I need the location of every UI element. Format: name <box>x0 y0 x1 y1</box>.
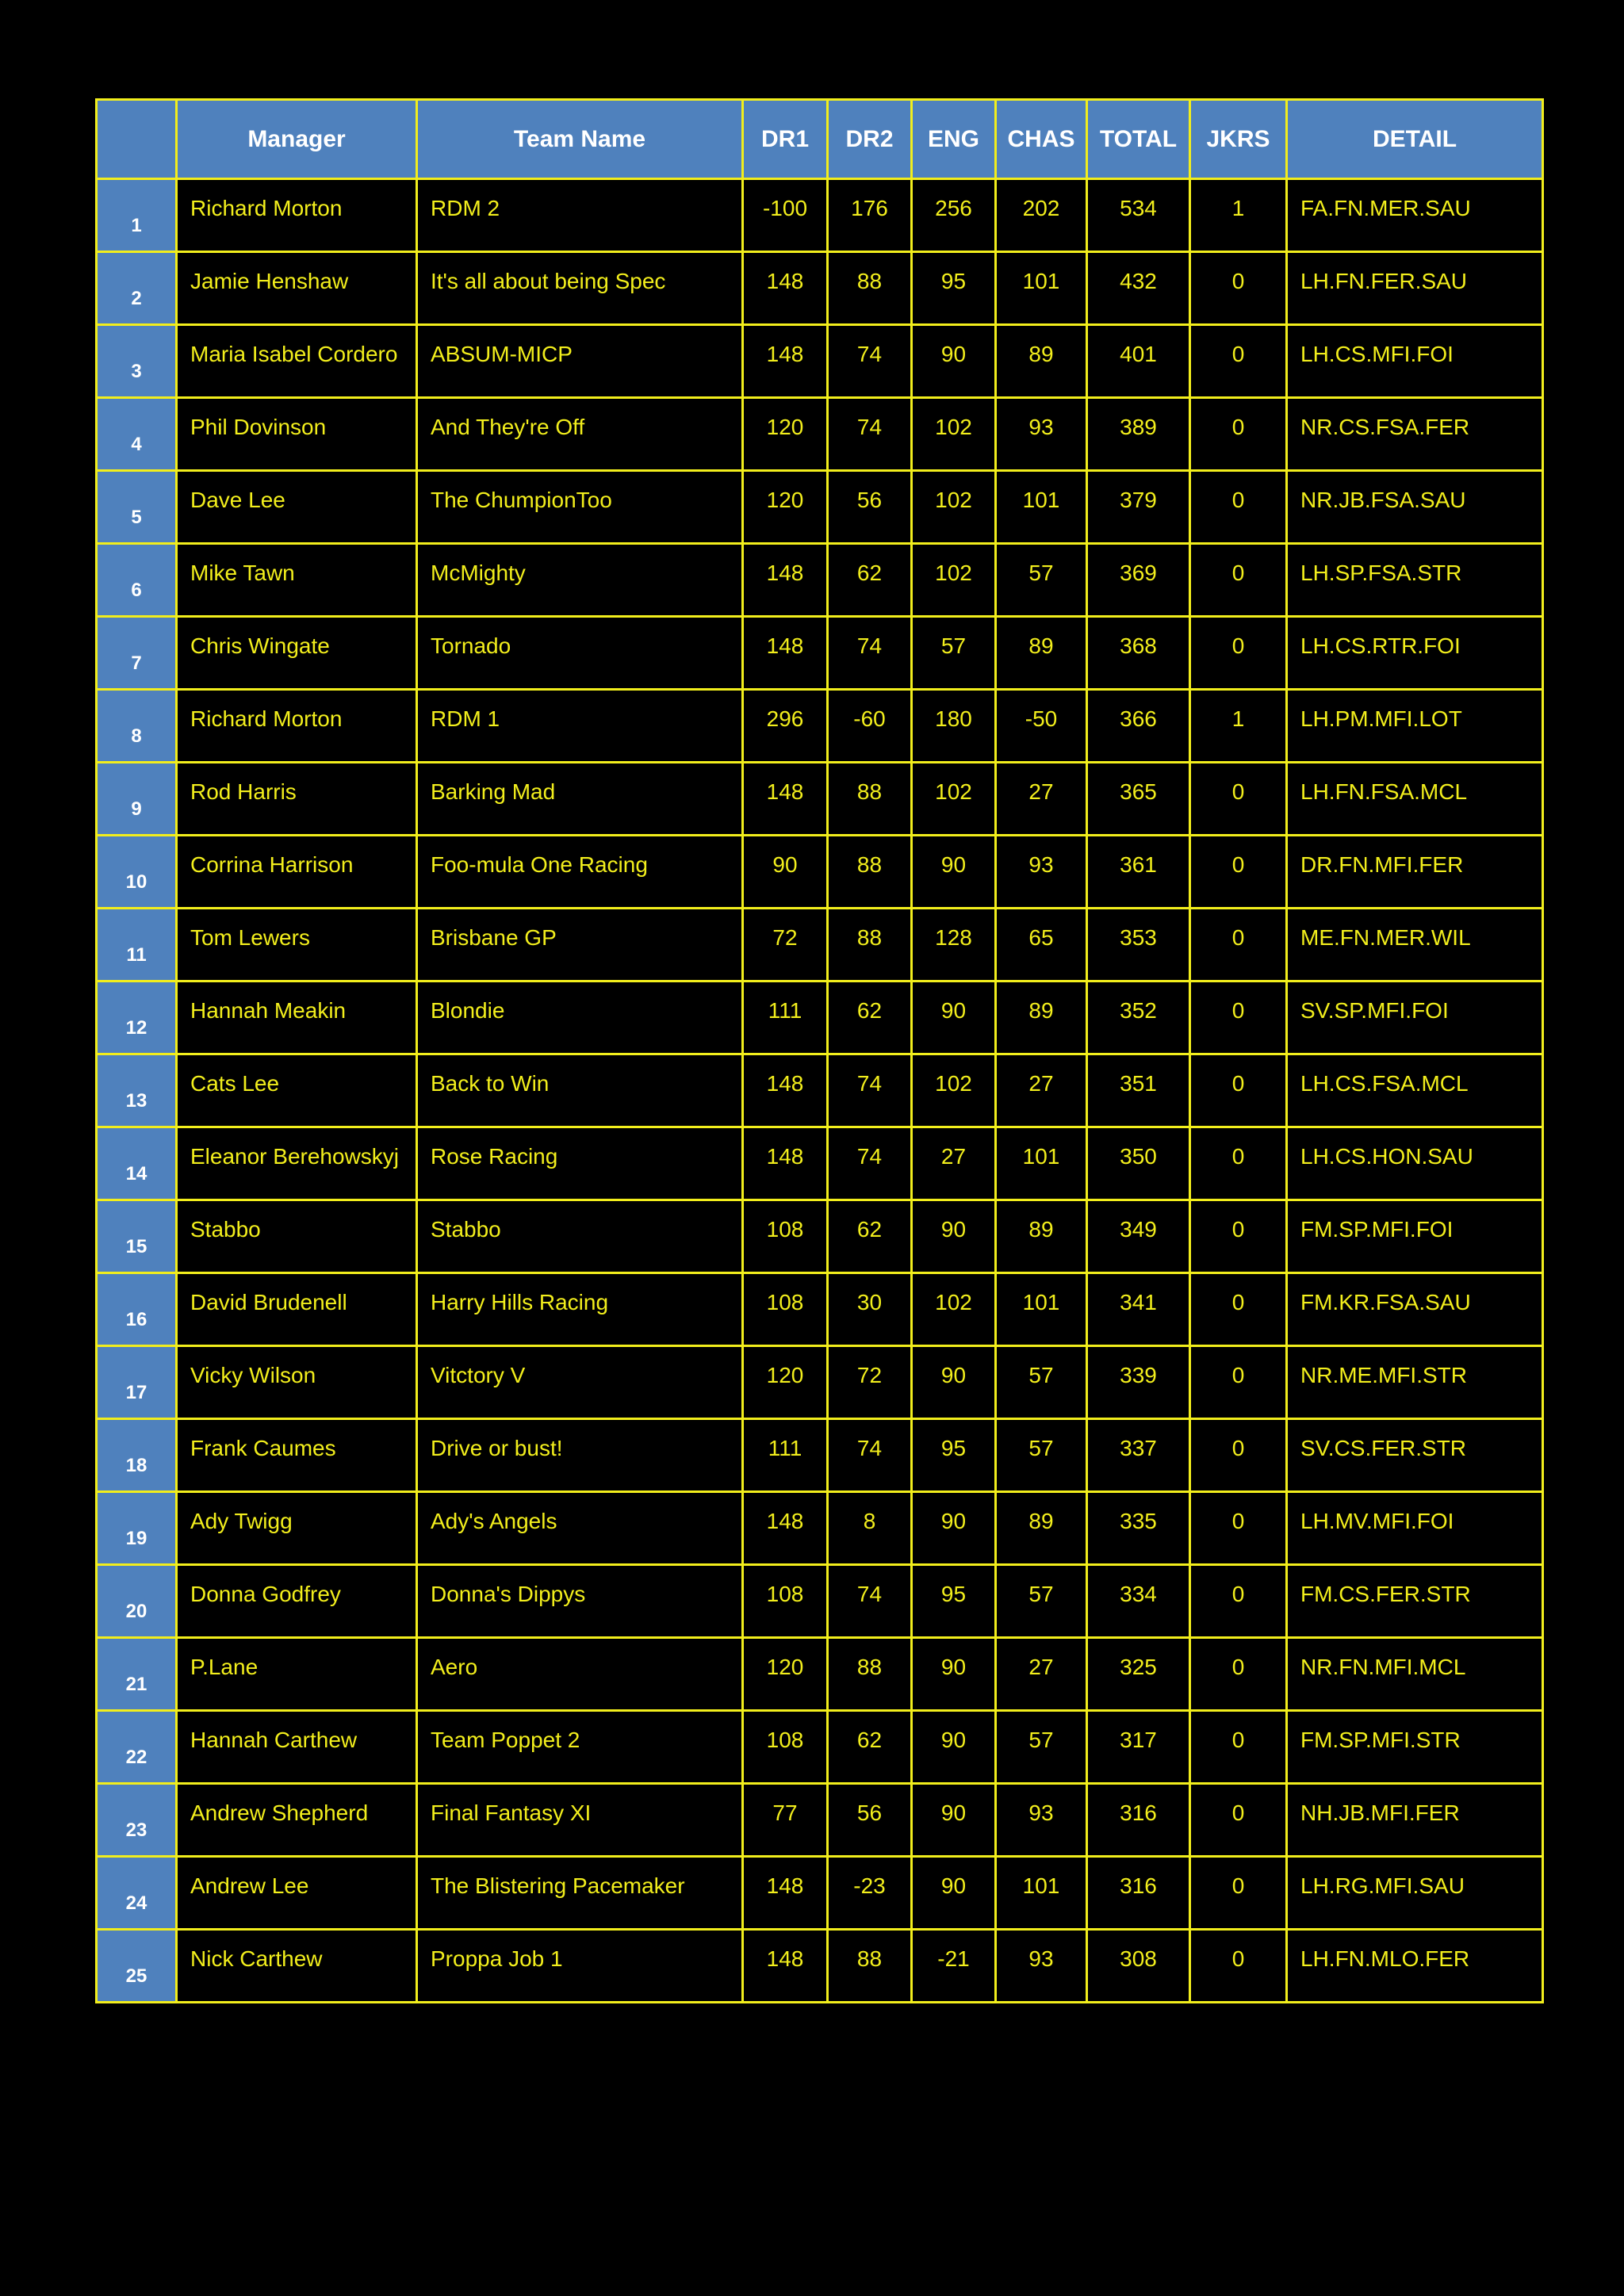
rank-cell: 4 <box>97 398 177 471</box>
dr1-cell: 72 <box>743 909 828 982</box>
eng-cell: 90 <box>912 1857 996 1930</box>
chas-cell: 101 <box>996 1273 1087 1346</box>
detail-cell: DR.FN.MFI.FER <box>1287 836 1543 909</box>
chas-cell: 93 <box>996 1784 1087 1857</box>
eng-cell: 95 <box>912 1419 996 1492</box>
manager-cell: Hannah Carthew <box>177 1711 417 1784</box>
team-name-cell: ABSUM-MICP <box>417 325 743 398</box>
manager-cell: Nick Carthew <box>177 1930 417 2003</box>
chas-cell: 101 <box>996 1857 1087 1930</box>
dr1-cell: 148 <box>743 1492 828 1565</box>
rank-cell: 10 <box>97 836 177 909</box>
manager-cell: Andrew Shepherd <box>177 1784 417 1857</box>
jkrs-cell: 0 <box>1190 325 1287 398</box>
team-name-cell: Drive or bust! <box>417 1419 743 1492</box>
eng-cell: 90 <box>912 836 996 909</box>
manager-cell: Ady Twigg <box>177 1492 417 1565</box>
rank-cell: 21 <box>97 1638 177 1711</box>
manager-cell: Dave Lee <box>177 471 417 544</box>
dr2-cell: 62 <box>828 1711 912 1784</box>
team-name-cell: Rose Racing <box>417 1127 743 1200</box>
rank-cell: 18 <box>97 1419 177 1492</box>
dr1-cell: 90 <box>743 836 828 909</box>
header-row <box>97 100 1543 179</box>
dr1-cell: 111 <box>743 982 828 1054</box>
table-row <box>97 179 1543 252</box>
chas-cell: 101 <box>996 252 1087 325</box>
table-row <box>97 1492 1543 1565</box>
total-cell: 325 <box>1087 1638 1190 1711</box>
dr1-cell: 120 <box>743 1638 828 1711</box>
dr1-cell: 108 <box>743 1711 828 1784</box>
jkrs-cell: 0 <box>1190 1054 1287 1127</box>
team-name-cell: Brisbane GP <box>417 909 743 982</box>
manager-cell: Donna Godfrey <box>177 1565 417 1638</box>
dr1-cell: 77 <box>743 1784 828 1857</box>
total-cell: 401 <box>1087 325 1190 398</box>
rank-cell: 24 <box>97 1857 177 1930</box>
jkrs-cell: 0 <box>1190 1127 1287 1200</box>
dr1-cell: 108 <box>743 1273 828 1346</box>
jkrs-cell: 0 <box>1190 909 1287 982</box>
rank-cell: 5 <box>97 471 177 544</box>
total-cell: 368 <box>1087 617 1190 690</box>
eng-cell: 95 <box>912 252 996 325</box>
detail-cell: NH.JB.MFI.FER <box>1287 1784 1543 1857</box>
team-name-cell: Foo-mula One Racing <box>417 836 743 909</box>
total-cell: 341 <box>1087 1273 1190 1346</box>
jkrs-cell: 0 <box>1190 1930 1287 2003</box>
team-name-cell: Vitctory V <box>417 1346 743 1419</box>
total-cell: 337 <box>1087 1419 1190 1492</box>
jkrs-cell: 1 <box>1190 690 1287 763</box>
dr2-cell: 176 <box>828 179 912 252</box>
chas-cell: 57 <box>996 1565 1087 1638</box>
team-name-cell: Back to Win <box>417 1054 743 1127</box>
total-cell: 317 <box>1087 1711 1190 1784</box>
chas-cell: 93 <box>996 836 1087 909</box>
manager-cell: Tom Lewers <box>177 909 417 982</box>
team-name-cell: RDM 2 <box>417 179 743 252</box>
eng-cell: 27 <box>912 1127 996 1200</box>
detail-cell: LH.RG.MFI.SAU <box>1287 1857 1543 1930</box>
jkrs-cell: 0 <box>1190 982 1287 1054</box>
table-row <box>97 1127 1543 1200</box>
dr1-cell: 120 <box>743 471 828 544</box>
standings-table <box>95 98 1544 2003</box>
dr2-cell: 74 <box>828 1127 912 1200</box>
eng-cell: 102 <box>912 1054 996 1127</box>
jkrs-cell: 0 <box>1190 471 1287 544</box>
manager-cell: David Brudenell <box>177 1273 417 1346</box>
chas-cell: 65 <box>996 909 1087 982</box>
manager-cell: Vicky Wilson <box>177 1346 417 1419</box>
jkrs-cell: 0 <box>1190 544 1287 617</box>
rank-cell: 2 <box>97 252 177 325</box>
table-row <box>97 1638 1543 1711</box>
total-cell: 316 <box>1087 1857 1190 1930</box>
total-cell: 365 <box>1087 763 1190 836</box>
table-row <box>97 982 1543 1054</box>
chas-cell: 57 <box>996 1711 1087 1784</box>
manager-cell: Hannah Meakin <box>177 982 417 1054</box>
rank-cell: 20 <box>97 1565 177 1638</box>
total-cell: 389 <box>1087 398 1190 471</box>
eng-cell: 90 <box>912 1346 996 1419</box>
table-row <box>97 1419 1543 1492</box>
dr2-cell: 88 <box>828 1930 912 2003</box>
eng-cell: 102 <box>912 398 996 471</box>
detail-cell: LH.FN.MLO.FER <box>1287 1930 1543 2003</box>
total-cell: 366 <box>1087 690 1190 763</box>
detail-cell: ME.FN.MER.WIL <box>1287 909 1543 982</box>
manager-cell: Jamie Henshaw <box>177 252 417 325</box>
detail-cell: SV.CS.FER.STR <box>1287 1419 1543 1492</box>
total-cell: 308 <box>1087 1930 1190 2003</box>
dr2-cell: 56 <box>828 1784 912 1857</box>
table-row <box>97 1857 1543 1930</box>
header-total: TOTAL <box>1087 100 1190 179</box>
jkrs-cell: 0 <box>1190 1857 1287 1930</box>
team-name-cell: Team Poppet 2 <box>417 1711 743 1784</box>
total-cell: 335 <box>1087 1492 1190 1565</box>
jkrs-cell: 0 <box>1190 1711 1287 1784</box>
jkrs-cell: 0 <box>1190 1784 1287 1857</box>
table-row <box>97 398 1543 471</box>
manager-cell: Phil Dovinson <box>177 398 417 471</box>
table-row <box>97 1273 1543 1346</box>
total-cell: 369 <box>1087 544 1190 617</box>
manager-cell: Andrew Lee <box>177 1857 417 1930</box>
jkrs-cell: 0 <box>1190 1638 1287 1711</box>
jkrs-cell: 0 <box>1190 1419 1287 1492</box>
table-row <box>97 1930 1543 2003</box>
total-cell: 361 <box>1087 836 1190 909</box>
eng-cell: 90 <box>912 982 996 1054</box>
jkrs-cell: 0 <box>1190 1492 1287 1565</box>
chas-cell: 93 <box>996 1930 1087 2003</box>
total-cell: 316 <box>1087 1784 1190 1857</box>
team-name-cell: Blondie <box>417 982 743 1054</box>
detail-cell: NR.ME.MFI.STR <box>1287 1346 1543 1419</box>
dr2-cell: -23 <box>828 1857 912 1930</box>
eng-cell: 90 <box>912 1638 996 1711</box>
total-cell: 352 <box>1087 982 1190 1054</box>
manager-cell: Rod Harris <box>177 763 417 836</box>
dr2-cell: 74 <box>828 325 912 398</box>
detail-cell: NR.CS.FSA.FER <box>1287 398 1543 471</box>
team-name-cell: The Blistering Pacemaker <box>417 1857 743 1930</box>
chas-cell: 57 <box>996 1346 1087 1419</box>
manager-cell: Mike Tawn <box>177 544 417 617</box>
rank-cell: 15 <box>97 1200 177 1273</box>
team-name-cell: The ChumpionToo <box>417 471 743 544</box>
dr1-cell: 148 <box>743 1054 828 1127</box>
dr2-cell: 62 <box>828 982 912 1054</box>
rank-cell: 11 <box>97 909 177 982</box>
jkrs-cell: 0 <box>1190 1200 1287 1273</box>
manager-cell: Stabbo <box>177 1200 417 1273</box>
chas-cell: 27 <box>996 763 1087 836</box>
table-row <box>97 1054 1543 1127</box>
detail-cell: LH.MV.MFI.FOI <box>1287 1492 1543 1565</box>
rank-cell: 23 <box>97 1784 177 1857</box>
rank-cell: 13 <box>97 1054 177 1127</box>
chas-cell: 101 <box>996 471 1087 544</box>
dr1-cell: 148 <box>743 1930 828 2003</box>
team-name-cell: RDM 1 <box>417 690 743 763</box>
dr1-cell: 120 <box>743 1346 828 1419</box>
header-dr2: DR2 <box>828 100 912 179</box>
manager-cell: Frank Caumes <box>177 1419 417 1492</box>
dr2-cell: 74 <box>828 398 912 471</box>
manager-cell: Chris Wingate <box>177 617 417 690</box>
dr1-cell: 148 <box>743 763 828 836</box>
jkrs-cell: 0 <box>1190 836 1287 909</box>
team-name-cell: Donna's Dippys <box>417 1565 743 1638</box>
table-row <box>97 544 1543 617</box>
eng-cell: 90 <box>912 1492 996 1565</box>
manager-cell: Maria Isabel Cordero <box>177 325 417 398</box>
dr2-cell: 62 <box>828 1200 912 1273</box>
chas-cell: 57 <box>996 544 1087 617</box>
detail-cell: LH.CS.FSA.MCL <box>1287 1054 1543 1127</box>
chas-cell: 89 <box>996 325 1087 398</box>
rank-cell: 19 <box>97 1492 177 1565</box>
total-cell: 353 <box>1087 909 1190 982</box>
dr2-cell: 88 <box>828 909 912 982</box>
dr2-cell: 62 <box>828 544 912 617</box>
table-row <box>97 690 1543 763</box>
dr1-cell: -100 <box>743 179 828 252</box>
detail-cell: LH.CS.MFI.FOI <box>1287 325 1543 398</box>
table-row <box>97 325 1543 398</box>
dr2-cell: 8 <box>828 1492 912 1565</box>
jkrs-cell: 0 <box>1190 617 1287 690</box>
manager-cell: Eleanor Berehowskyj <box>177 1127 417 1200</box>
manager-cell: Richard Morton <box>177 690 417 763</box>
rank-cell: 14 <box>97 1127 177 1200</box>
team-name-cell: Barking Mad <box>417 763 743 836</box>
rank-cell: 7 <box>97 617 177 690</box>
jkrs-cell: 0 <box>1190 398 1287 471</box>
dr1-cell: 148 <box>743 617 828 690</box>
table-row <box>97 252 1543 325</box>
team-name-cell: Ady's Angels <box>417 1492 743 1565</box>
table-row <box>97 1346 1543 1419</box>
jkrs-cell: 0 <box>1190 1346 1287 1419</box>
eng-cell: 90 <box>912 325 996 398</box>
team-name-cell: Final Fantasy XI <box>417 1784 743 1857</box>
rank-cell: 25 <box>97 1930 177 2003</box>
manager-cell: P.Lane <box>177 1638 417 1711</box>
chas-cell: -50 <box>996 690 1087 763</box>
manager-cell: Richard Morton <box>177 179 417 252</box>
team-name-cell: Proppa Job 1 <box>417 1930 743 2003</box>
dr2-cell: 56 <box>828 471 912 544</box>
detail-cell: NR.FN.MFI.MCL <box>1287 1638 1543 1711</box>
table-body <box>97 179 1543 2003</box>
header-rank <box>97 100 177 179</box>
chas-cell: 202 <box>996 179 1087 252</box>
table-row <box>97 836 1543 909</box>
total-cell: 432 <box>1087 252 1190 325</box>
eng-cell: 256 <box>912 179 996 252</box>
dr2-cell: 74 <box>828 1565 912 1638</box>
eng-cell: 95 <box>912 1565 996 1638</box>
chas-cell: 89 <box>996 617 1087 690</box>
chas-cell: 101 <box>996 1127 1087 1200</box>
rank-cell: 22 <box>97 1711 177 1784</box>
table-row <box>97 909 1543 982</box>
jkrs-cell: 0 <box>1190 1273 1287 1346</box>
team-name-cell: It's all about being Spec <box>417 252 743 325</box>
detail-cell: LH.CS.HON.SAU <box>1287 1127 1543 1200</box>
dr2-cell: 30 <box>828 1273 912 1346</box>
table-row <box>97 617 1543 690</box>
dr2-cell: 74 <box>828 1419 912 1492</box>
eng-cell: 128 <box>912 909 996 982</box>
dr1-cell: 296 <box>743 690 828 763</box>
table-row <box>97 471 1543 544</box>
table-row <box>97 763 1543 836</box>
rank-cell: 1 <box>97 179 177 252</box>
dr2-cell: 74 <box>828 1054 912 1127</box>
table-row <box>97 1565 1543 1638</box>
table-header <box>97 100 1543 179</box>
total-cell: 339 <box>1087 1346 1190 1419</box>
detail-cell: FM.CS.FER.STR <box>1287 1565 1543 1638</box>
manager-cell: Cats Lee <box>177 1054 417 1127</box>
eng-cell: 90 <box>912 1200 996 1273</box>
dr1-cell: 148 <box>743 1127 828 1200</box>
chas-cell: 27 <box>996 1638 1087 1711</box>
detail-cell: LH.CS.RTR.FOI <box>1287 617 1543 690</box>
rank-cell: 6 <box>97 544 177 617</box>
team-name-cell: And They're Off <box>417 398 743 471</box>
dr1-cell: 120 <box>743 398 828 471</box>
detail-cell: LH.FN.FSA.MCL <box>1287 763 1543 836</box>
chas-cell: 27 <box>996 1054 1087 1127</box>
jkrs-cell: 0 <box>1190 252 1287 325</box>
eng-cell: 90 <box>912 1711 996 1784</box>
team-name-cell: Harry Hills Racing <box>417 1273 743 1346</box>
dr1-cell: 148 <box>743 1857 828 1930</box>
detail-cell: NR.JB.FSA.SAU <box>1287 471 1543 544</box>
detail-cell: LH.PM.MFI.LOT <box>1287 690 1543 763</box>
dr2-cell: 74 <box>828 617 912 690</box>
header-chas: CHAS <box>996 100 1087 179</box>
eng-cell: 180 <box>912 690 996 763</box>
header-eng: ENG <box>912 100 996 179</box>
detail-cell: SV.SP.MFI.FOI <box>1287 982 1543 1054</box>
chas-cell: 89 <box>996 1200 1087 1273</box>
chas-cell: 89 <box>996 982 1087 1054</box>
eng-cell: 90 <box>912 1784 996 1857</box>
dr2-cell: -60 <box>828 690 912 763</box>
team-name-cell: Tornado <box>417 617 743 690</box>
total-cell: 350 <box>1087 1127 1190 1200</box>
eng-cell: 102 <box>912 544 996 617</box>
dr1-cell: 108 <box>743 1565 828 1638</box>
rank-cell: 17 <box>97 1346 177 1419</box>
dr1-cell: 148 <box>743 544 828 617</box>
table-row <box>97 1200 1543 1273</box>
eng-cell: 102 <box>912 1273 996 1346</box>
table-row <box>97 1711 1543 1784</box>
dr2-cell: 88 <box>828 836 912 909</box>
eng-cell: 102 <box>912 763 996 836</box>
detail-cell: FM.SP.MFI.STR <box>1287 1711 1543 1784</box>
total-cell: 534 <box>1087 179 1190 252</box>
total-cell: 351 <box>1087 1054 1190 1127</box>
rank-cell: 9 <box>97 763 177 836</box>
dr1-cell: 108 <box>743 1200 828 1273</box>
detail-cell: LH.FN.FER.SAU <box>1287 252 1543 325</box>
header-dr1: DR1 <box>743 100 828 179</box>
total-cell: 334 <box>1087 1565 1190 1638</box>
header-team-name: Team Name <box>417 100 743 179</box>
dr2-cell: 72 <box>828 1346 912 1419</box>
header-detail: DETAIL <box>1287 100 1543 179</box>
chas-cell: 89 <box>996 1492 1087 1565</box>
team-name-cell: McMighty <box>417 544 743 617</box>
rank-cell: 12 <box>97 982 177 1054</box>
dr2-cell: 88 <box>828 252 912 325</box>
total-cell: 349 <box>1087 1200 1190 1273</box>
jkrs-cell: 1 <box>1190 179 1287 252</box>
jkrs-cell: 0 <box>1190 1565 1287 1638</box>
detail-cell: FA.FN.MER.SAU <box>1287 179 1543 252</box>
rank-cell: 8 <box>97 690 177 763</box>
detail-cell: FM.SP.MFI.FOI <box>1287 1200 1543 1273</box>
eng-cell: 57 <box>912 617 996 690</box>
header-manager: Manager <box>177 100 417 179</box>
team-name-cell: Aero <box>417 1638 743 1711</box>
dr1-cell: 148 <box>743 252 828 325</box>
dr2-cell: 88 <box>828 1638 912 1711</box>
header-jkrs: JKRS <box>1190 100 1287 179</box>
team-name-cell: Stabbo <box>417 1200 743 1273</box>
detail-cell: LH.SP.FSA.STR <box>1287 544 1543 617</box>
chas-cell: 93 <box>996 398 1087 471</box>
eng-cell: -21 <box>912 1930 996 2003</box>
rank-cell: 16 <box>97 1273 177 1346</box>
eng-cell: 102 <box>912 471 996 544</box>
table-row <box>97 1784 1543 1857</box>
jkrs-cell: 0 <box>1190 763 1287 836</box>
total-cell: 379 <box>1087 471 1190 544</box>
chas-cell: 57 <box>996 1419 1087 1492</box>
dr2-cell: 88 <box>828 763 912 836</box>
dr1-cell: 111 <box>743 1419 828 1492</box>
dr1-cell: 148 <box>743 325 828 398</box>
detail-cell: FM.KR.FSA.SAU <box>1287 1273 1543 1346</box>
rank-cell: 3 <box>97 325 177 398</box>
manager-cell: Corrina Harrison <box>177 836 417 909</box>
